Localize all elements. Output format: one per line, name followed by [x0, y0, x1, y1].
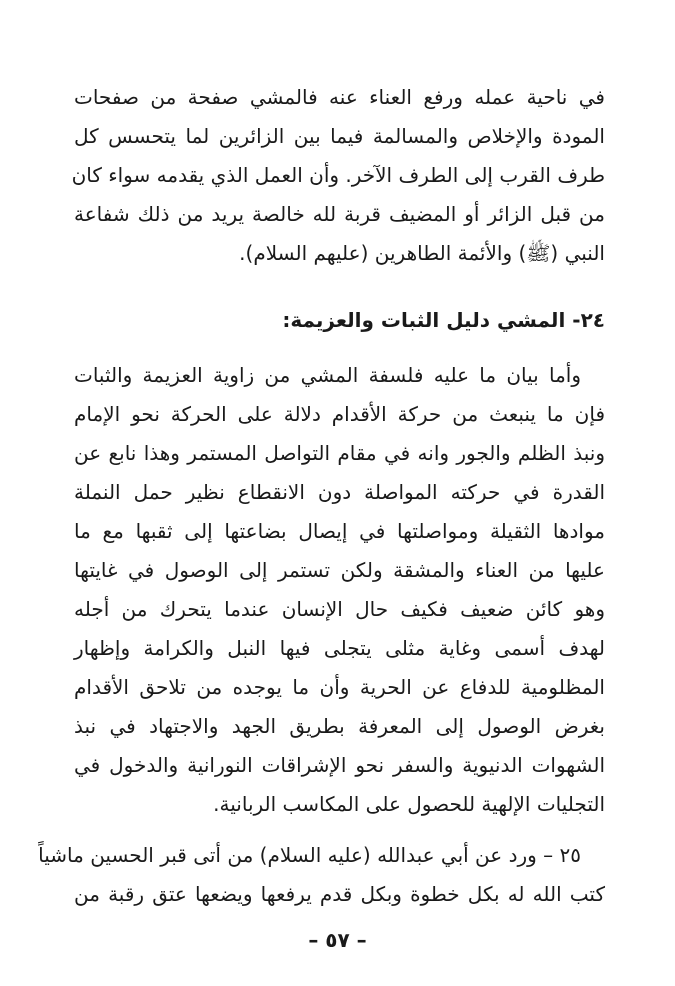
text-line: النبي (ﷺ) والأئمة الطاهرين (عليهم السلام). — [239, 241, 605, 265]
text-line: وهو كائن ضعيف فكيف حال الإنسان عندما يتحرك من أجله — [74, 597, 605, 621]
text-line: طرف القرب إلى الطرف الآخر. وأن العمل الذي يقدمه سواء كان — [71, 163, 605, 187]
text-line: كتب الله له بكل خطوة وبكل قدم يرفعها ويضعها عتق رقبة من — [74, 882, 605, 906]
page-number: – ٥٧ – — [308, 928, 367, 952]
text-line: بغرض الوصول إلى المعرفة بطريق الجهد والاجتهاد في نبذ — [74, 714, 605, 738]
text-line: في ناحية عمله ورفع العناء عنه فالمشي صفحة من صفحات — [74, 85, 605, 109]
text-line: الشهوات الدنيوية والسفر نحو الإشراقات النورانية والدخول في — [74, 753, 605, 777]
page-body — [38, 78, 605, 914]
text-line: لهدف أسمى وغاية مثلى يتجلى فيها النبل والكرامة وإظهار — [74, 636, 605, 660]
text-line: ونبذ الظلم والجور وانه في مقام التواصل المستمر وهذا نابع عن — [74, 441, 605, 465]
text-line: المظلومية للدفاع عن الحرية وأن ما يوجده من تلاحق الأقدام — [74, 675, 605, 699]
text-line: فإن ما ينبعث من حركة الأقدام دلالة على الحركة نحو الإمام — [74, 402, 605, 426]
text-line: ٢٥ – ورد عن أبي عبدالله (عليه السلام) من أتى قبر الحسين ماشياً — [38, 843, 581, 867]
paragraph-section-24 — [74, 356, 605, 824]
text-line: موادها الثقيلة ومواصلتها في إيصال بضاعتها إلى ثقبها مع ما — [74, 519, 605, 543]
text-line: التجليات الإلهية للحصول على المكاسب الربانية. — [213, 792, 605, 816]
text-line: عليها من العناء والمشقة ولكن تستمر إلى الوصول في غايتها — [74, 558, 605, 582]
text-line: القدرة في حركته المواصلة دون الانقطاع نظير حمل النملة — [74, 480, 605, 504]
section-heading: ٢٤- المشي دليل الثبات والعزيمة: — [282, 308, 605, 332]
paragraph-continuation — [71, 78, 605, 273]
text-line: وأما بيان ما عليه فلسفة المشي من زاوية العزيمة والثبات — [74, 363, 581, 387]
paragraph-item-25 — [38, 836, 605, 914]
text-line: المودة والإخلاص والمسالمة فيما بين الزائرين لما يتحسس كل — [74, 124, 605, 148]
text-line: من قبل الزائر أو المضيف قربة لله خالصة يريد من ذلك شفاعة — [74, 202, 605, 226]
